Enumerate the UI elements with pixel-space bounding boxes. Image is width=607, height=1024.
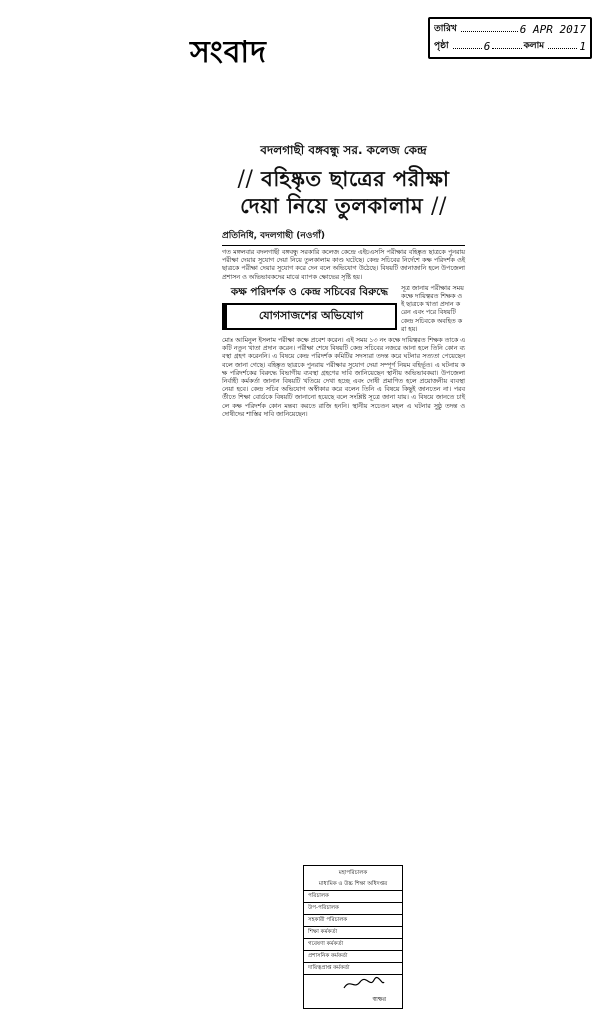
article-subhead: কক্ষ পরিদর্শক ও কেন্দ্র সচিবের বিরুদ্ধে [230,285,389,298]
stamp-page-label: পৃষ্ঠা [434,41,449,51]
register-row: প্রশাসনিক কর্মকর্তা [304,951,402,963]
register-sign-label: স্বাক্ষর [372,996,386,1003]
register-row: সহকারী পরিচালক [304,915,402,927]
newspaper-masthead: সংবাদ [190,35,267,70]
article-byline: প্রতিনিধি, বদলগাছী (নওগাঁ) [222,231,326,241]
subhead-section [222,285,465,334]
article-side-column: সূত্র জানায় পরীক্ষার সময় কক্ষে দায়িত্বরত শিক্ষক ওই ছাত্রকে খাতা প্রদান করেন এবং পরে বিষয়টি কেন্দ্র সচিবকে অবহিত করা হয়। [401,284,464,333]
byline-divider [222,245,465,246]
register-row: উপ-পরিচালক [304,903,402,915]
register-title-2: মাধ্যমিক ও উচ্চ শিক্ষা অধিদপ্তর [304,881,402,891]
signature-scribble [342,976,386,992]
news-article [222,142,465,790]
stamp-date-label: তারিখ [434,24,457,34]
register-title-1: মহাপরিচালক [338,870,368,876]
article-paragraph-2: মোঃ আমিনুল ইসলাম পরীক্ষা কক্ষে প্রবেশ করেন। এই সময় ১৩ নং কক্ষে দায়িত্বরত শিক্ষক তাকে একটি নতুন খাতা প্রদান করেন। পরীক্ষা শেষে বিষয়টি কেন্দ্র সচিবের নজরে আনা হলে তিনি কোন ব্যবস্থা গ্রহণ করেননি। এ বিষয়ে কেন্দ্র পরিদর্শক কমিটির সদস্যরা তদন্ত করে ঘটনার সত্যতা পেয়েছেন বলে জানা গেছে। বহিষ্কৃত ছাত্রকে পুনরায় পরীক্ষার সুযোগ দেয়া সম্পূর্ণ নিয়ম বহির্ভূত। এ ঘটনায় কক্ষ পরিদর্শকের বিরুদ্ধে বিভাগীয় ব্যবস্থা গ্রহণের দাবি জানিয়েছেন স্থানীয় অভিভাবকরা। উপজেলা নির্বাহী কর্মকর্তা জানান বিষয়টি খতিয়ে দেখা হচ্ছে এবং দোষী প্রমাণিত হলে প্রয়োজনীয় ব্যবস্থা নেয়া হবে। কেন্দ্র সচিব অভিযোগ অস্বীকার করে বলেন তিনি এ বিষয়ে কিছুই জানতেন না। পরবর্তীতে শিক্ষা বোর্ডকে বিষয়টি জানানো হয়েছে বলে সংশ্লিষ্ট সূত্রে জানা যায়। এ বিষয়ে জানতে চাইলে কক্ষ পরিদর্শক কোন মন্তব্য করতে রাজি হননি। স্থানীয় সচেতন মহল এ ঘটনার সুষ্ঠু তদন্ত ও দোষীদের শাস্তির দাবি জানিয়েছেন। [222,337,465,418]
article-kicker: বদলগাছী বঙ্গবন্ধু সর. কলেজ কেন্দ্র [260,143,427,157]
headline-line-2: দেয়া নিয়ে তুলকালাম [240,193,424,218]
routing-register-slip [303,865,403,1009]
article-subhead-boxed: যোগসাজশের অভিযোগ [222,303,397,330]
article-paragraph-1: গত মঙ্গলবার বদলগাছী বঙ্গবন্ধু সরকারি কলেজ কেন্দ্রে এইচএসসি পরীক্ষার বহিষ্কৃত ছাত্রকে পুনরায় পরীক্ষা দেয়ার সুযোগ দেয়া নিয়ে তুলকালাম কাণ্ড ঘটেছে। কেন্দ্র সচিবের নির্দেশে কক্ষ পরিদর্শক ওই ছাত্রকে পরীক্ষা দেয়ার সুযোগ করে দেন বলে অভিযোগ উঠেছে। বিষয়টি জানাজানি হলে উপজেলা প্রশাসন ও অভিভাবকদের মাঝে ব্যাপক ক্ষোভের সৃষ্টি হয়। [222,249,465,281]
headline-line-1: বহিষ্কৃত ছাত্রের পরীক্ষা [261,166,450,191]
register-row: গবেষণা কর্মকর্তা [304,939,402,951]
stamp-date-value: 6 APR 2017 [519,23,586,36]
stamp-page-value: 6 [483,40,491,53]
article-headline: // বহিষ্কৃত ছাত্রের পরীক্ষা দেয়া নিয়ে তুলকালাম // [237,166,450,219]
stamp-column-value: 1 [579,40,586,53]
clipping-date-stamp [428,17,592,59]
register-row: দায়িত্বপ্রাপ্ত কর্মকর্তা [304,963,402,975]
stamp-column-label: কলাম [523,41,545,51]
register-row: শিক্ষা কর্মকর্তা [304,927,402,939]
register-row: পরিচালক [304,891,402,903]
